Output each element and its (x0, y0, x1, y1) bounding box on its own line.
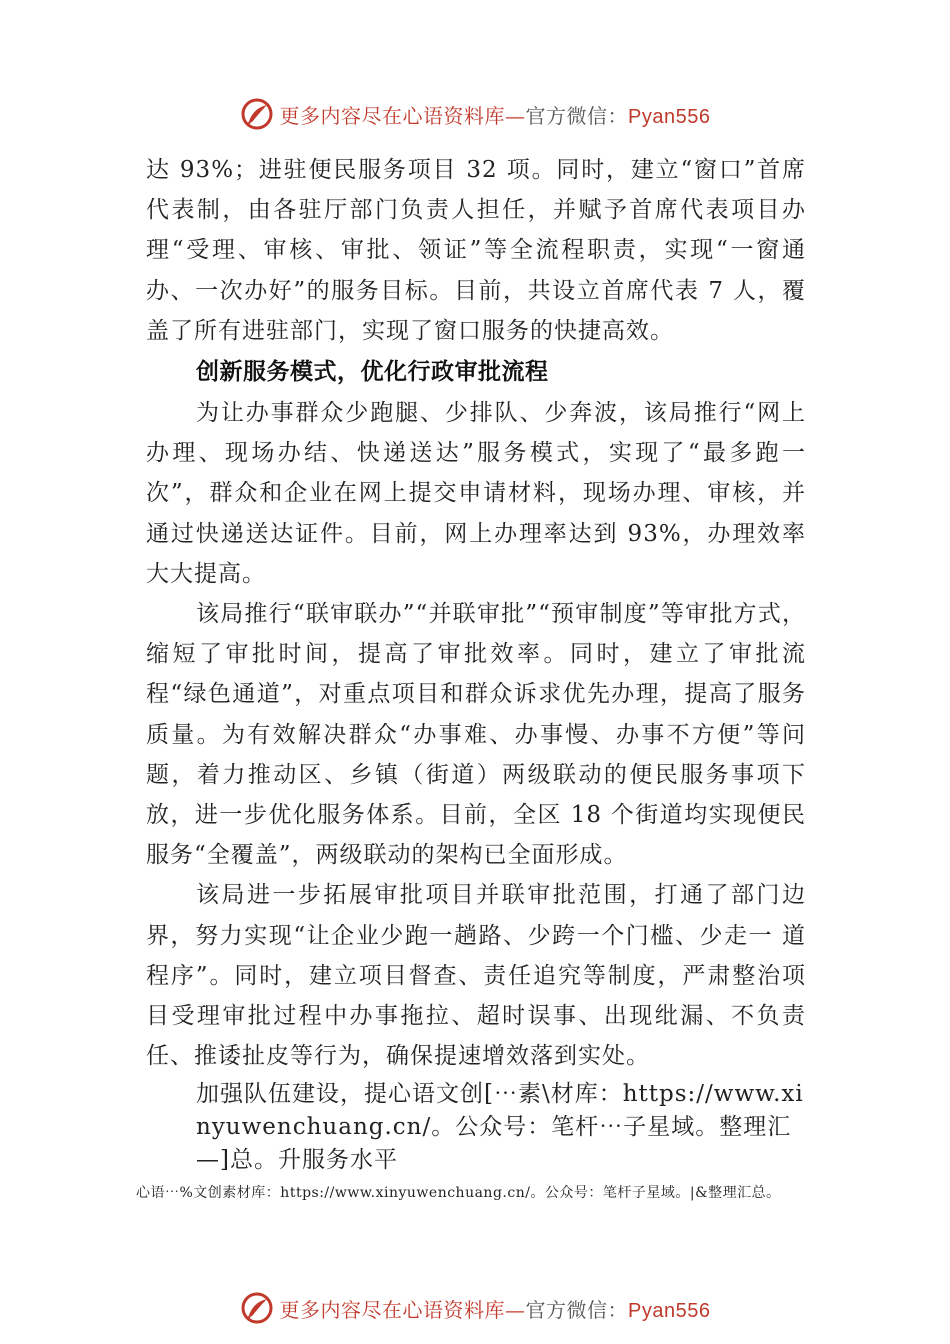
banner-text: 更多内容尽在心语资料库—官方微信：Pyan556 (279, 103, 711, 128)
header-banner (0, 94, 950, 134)
paragraph-4: 该局进一步拓展审批项目并联审批范围，打通了部门边界，努力实现“让企业少跑一趟路、少跨一个门槛、少走一 道程序”。同时，建立项目督查、责任追究等制度，严肃整治项目受理审批过程中办事拖拉、超时误事、出现纰漏、不负责任、推诿扯皮等行为，确保提速增效落到实处。 (146, 882, 806, 1070)
paragraph-1: 达 93%；进驻便民服务项目 32 项。同时，建立“窗口”首席代表制，由各驻厅部门负责人担任，并赋予首席代表项目办理“受理、审核、审批、领证”等全流程职责，实现“一窗通办、一次办好”的服务目标。目前，共设立首席代表 7 人，覆盖了所有进驻部门，实现了窗口服务的快捷高效。 (146, 157, 806, 344)
brand-logo-icon (240, 1291, 274, 1325)
banner-text: 更多内容尽在心语资料库—官方微信：Pyan556 (279, 1297, 711, 1322)
footnote: 心语⋯%文创素材库：https://www.xinyuwenchuang.cn/。公众号：笔杆子星域。|&整理汇总。 (136, 1185, 781, 1201)
footer-banner (0, 1288, 950, 1328)
paragraph-3: 该局推行“联审联办”“并联审批”“预审制度”等审批方式，缩短了审批时间，提高了审批效率。同时，建立了审批流程“绿色通道”，对重点项目和群众诉求优先办理，提高了服务质量。为有效解决群众“办事难、办事慢、办事不方便”等问题，着力推动区、乡镇（街道）两级联动的便民服务事项下放，进一步优化服务体系。目前，全区 18 个街道均实现便民服务“全覆盖”，两级联动的架构已全面形成。 (146, 601, 806, 869)
paragraph-2: 为让办事群众少跑腿、少排队、少奔波，该局推行“网上办理、现场办结、快递送达”服务模式，实现了“最多跑一次”，群众和企业在网上提交申请材料，现场办理、审核，并通过快递送达证件。目前，网上办理率达到 93%，办理效率大大提高。 (146, 400, 806, 587)
promo-paragraph: 加强队伍建设，提心语文创[⋯素\材库：https://www.xinyuwenchuang.cn/。公众号：笔杆⋯子星域。整理汇—]总。升服务水平 (196, 1081, 804, 1174)
document-body (146, 150, 806, 1177)
brand-logo-icon (240, 97, 274, 131)
section-heading: 创新服务模式，优化行政审批流程 (196, 359, 549, 386)
